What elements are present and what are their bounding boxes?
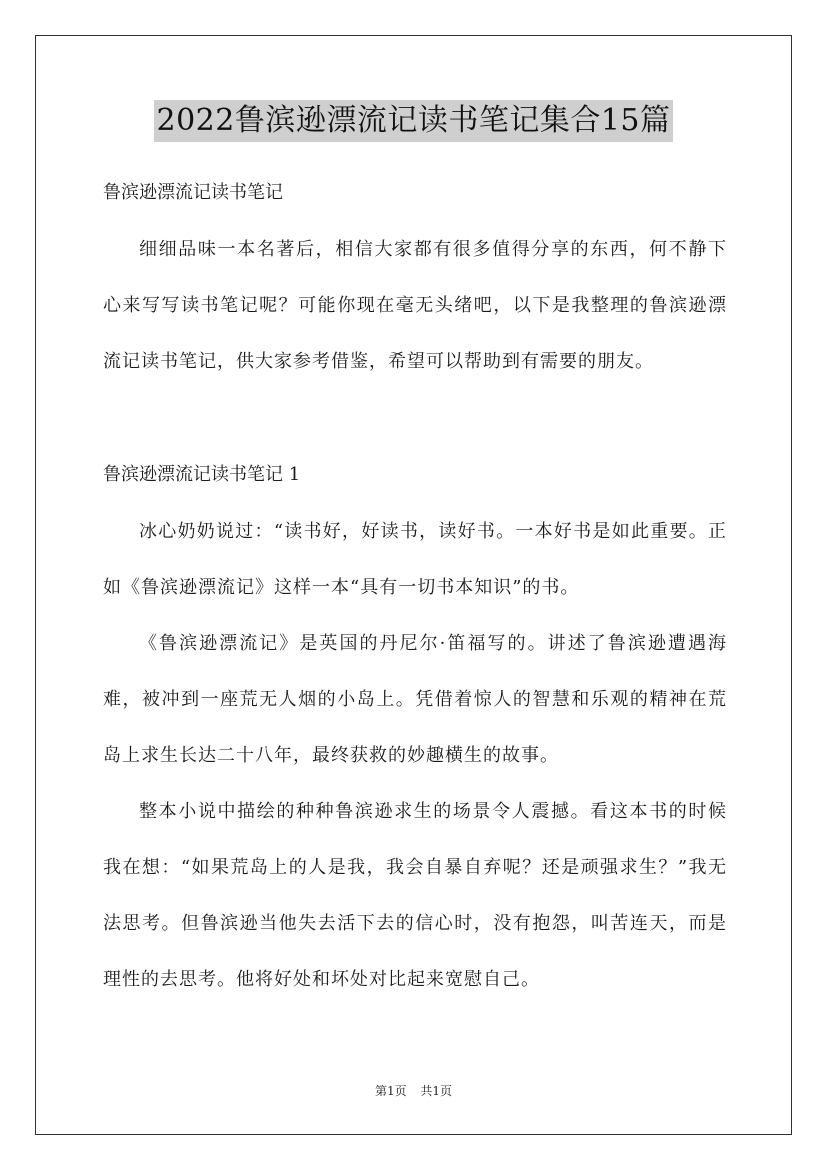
- section-1: [103, 452, 727, 1008]
- document-title: 2022鲁滨逊漂流记读书笔记集合15篇: [154, 100, 672, 142]
- section-1-paragraph-2: 《鲁滨逊漂流记》是英国的丹尼尔·笛福写的。讲述了鲁滨逊遭遇海难，被冲到一座荒无人烟的小岛上。凭借着惊人的智慧和乐观的精神在荒岛上求生长达二十八年，最终获救的妙趣横生的故事。: [103, 633, 727, 766]
- intro-heading: 鲁滨逊漂流记读书笔记: [103, 182, 283, 203]
- section-gap: [103, 390, 727, 448]
- page-footer: [0, 1082, 827, 1099]
- section-1-paragraph-1: 冰心奶奶说过：“读书好，好读书，读好书。一本好书是如此重要。正如《鲁滨逊漂流记》这样一本“具有一切书本知识”的书。: [103, 521, 727, 598]
- page-number: 第1页: [374, 1084, 407, 1098]
- section-1-paragraph-3: 整本小说中描绘的种种鲁滨逊求生的场景令人震撼。看这本书的时候我在想：“如果荒岛上的人是我，我会自暴自弃呢？还是顽强求生？”我无法思考。但鲁滨逊当他失去活下去的信心时，没有抱怨，叫苦连天，而是理性的去思考。他将好处和坏处对比起来宽慰自己。: [103, 801, 727, 990]
- intro-paragraph: 细细品味一本名著后，相信大家都有很多值得分享的东西，何不静下心来写写读书笔记呢？可能你现在毫无头绪吧，以下是我整理的鲁滨逊漂流记读书笔记，供大家参考借鉴，希望可以帮助到有需要的朋友。: [103, 239, 727, 372]
- document-body: [103, 170, 727, 1008]
- title-wrap: [0, 100, 827, 142]
- section-1-heading: 鲁滨逊漂流记读书笔记 1: [103, 464, 301, 485]
- page-total: 共1页: [420, 1084, 453, 1098]
